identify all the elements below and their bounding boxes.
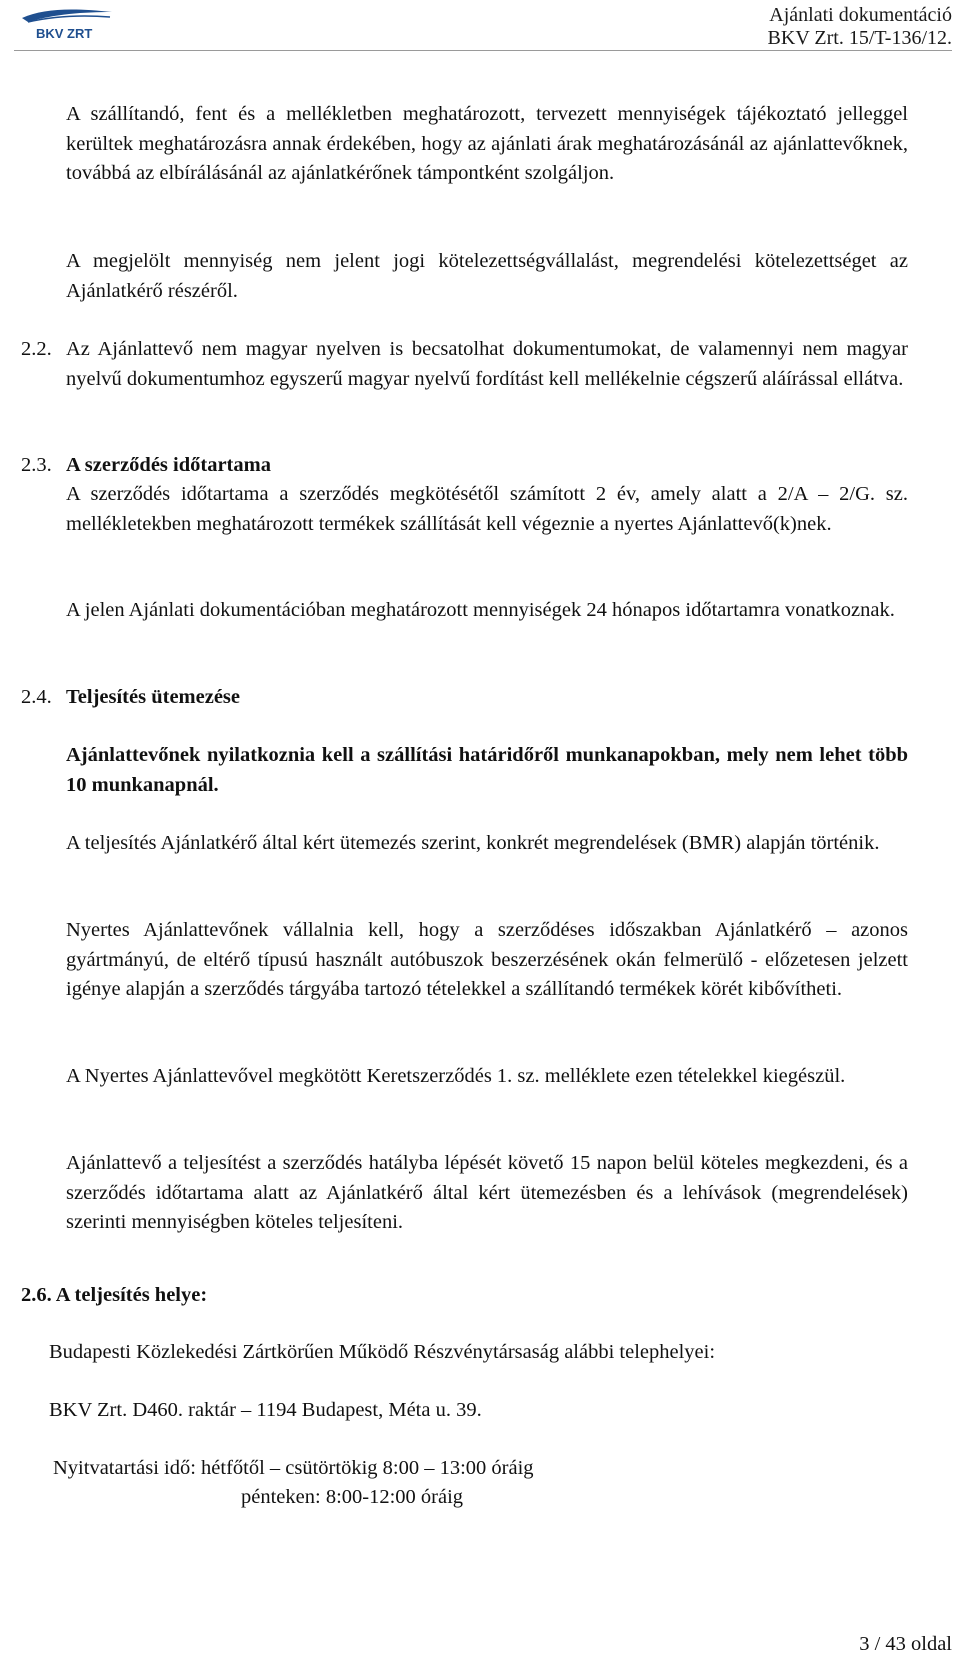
paragraph-extension: Nyertes Ajánlattevőnek vállalnia kell, hogy a szerződéses időszakban Ajánlatkérő – azonos gyártmányú, de eltérő típusú használt autóbuszok beszerzésének okán felmerülő - előzetesen jelzett igénye alapján a szerződés tárgyába tartozó tételekkel a szállítandó termékek körét kibővítheti. <box>66 919 908 1000</box>
opening-hours-weekdays: Nyitvatartási idő: hétfőtől – csütörtökig 8:00 – 13:00 óráig <box>53 1457 534 1479</box>
section-number-2-2: 2.2. <box>21 338 52 360</box>
logo-text: BKV ZRT <box>36 26 93 41</box>
section-title-place-of-performance: 2.6. A teljesítés helye: <box>21 1284 208 1306</box>
paragraph-24-months: A jelen Ajánlati dokumentációban meghatározott mennyiségek 24 hónapos időtartamra vonatkoznak. <box>66 599 895 621</box>
section-title-contract-duration: A szerződés időtartama <box>66 454 271 476</box>
paragraph-sites: Budapesti Közlekedési Zártkörűen Működő Részvénytársaság alábbi telephelyei: <box>49 1341 716 1363</box>
paragraph-scheduling: A teljesítés Ajánlatkérő által kért ütemezés szerint, konkrét megrendelések (BMR) alapján történik. <box>66 832 880 854</box>
page-number: 3 / 43 oldal <box>859 1633 952 1655</box>
paragraph-contract-duration: A szerződés időtartama a szerződés megkötésétől számított 2 év, amely alatt a 2/A – 2/G. sz. mellékletekben meghatározott termékek szállítását kell végeznie a nyertes Ajánlattevő(k)nek. <box>66 483 908 535</box>
opening-hours-friday: pénteken: 8:00-12:00 óráig <box>241 1486 464 1508</box>
paragraph-no-obligation: A megjelölt mennyiség nem jelent jogi kötelezettségvállalást, megrendelési kötelezettséget az Ajánlatkérő részéről. <box>66 250 908 302</box>
header-divider <box>14 50 952 51</box>
paragraph-language: Az Ajánlattevő nem magyar nyelven is becsatolhat dokumentumokat, de valamennyi nem magyar nyelvű dokumentumhoz egyszerű magyar nyelvű fordítást kell mellékelnie cégszerű aláírással ellátva. <box>66 338 908 390</box>
bkv-logo <box>14 6 118 42</box>
paragraph-delivery-deadline: Ajánlattevőnek nyilatkoznia kell a szállítási határidőről munkanapokban, mely nem lehet több 10 munkanapnál. <box>66 744 908 796</box>
paragraph-warehouse-address: BKV Zrt. D460. raktár – 1194 Budapest, Méta u. 39. <box>49 1399 482 1421</box>
header-title: Ajánlati dokumentáció <box>769 4 952 26</box>
section-number-2-4: 2.4. <box>21 686 52 708</box>
section-title-schedule: Teljesítés ütemezése <box>66 686 240 708</box>
paragraph-framework-annex: A Nyertes Ajánlattevővel megkötött Keretszerződés 1. sz. melléklete ezen tételekkel kiegészül. <box>66 1065 846 1087</box>
document-header <box>768 4 952 50</box>
paragraph-quantities: A szállítandó, fent és a mellékletben meghatározott, tervezett mennyiségek tájékoztató jelleggel kerültek meghatározásra annak érdekében, hogy az ajánlati árak meghatározásánál az ajánlattevőknek, továbbá az elbírálásánál az ajánlatkérőnek támpontként szolgáljon. <box>66 103 908 184</box>
header-reference: BKV Zrt. 15/T-136/12. <box>767 27 952 49</box>
paragraph-performance-start: Ajánlattevő a teljesítést a szerződés hatályba lépését követő 15 napon belül köteles megkezdeni, és a szerződés időtartama alatt az Ajánlatkérő által kért ütemezésben és a lehívások (megrendelések) szerinti mennyiségben köteles teljesíteni. <box>66 1152 908 1233</box>
section-number-2-3: 2.3. <box>21 454 52 476</box>
